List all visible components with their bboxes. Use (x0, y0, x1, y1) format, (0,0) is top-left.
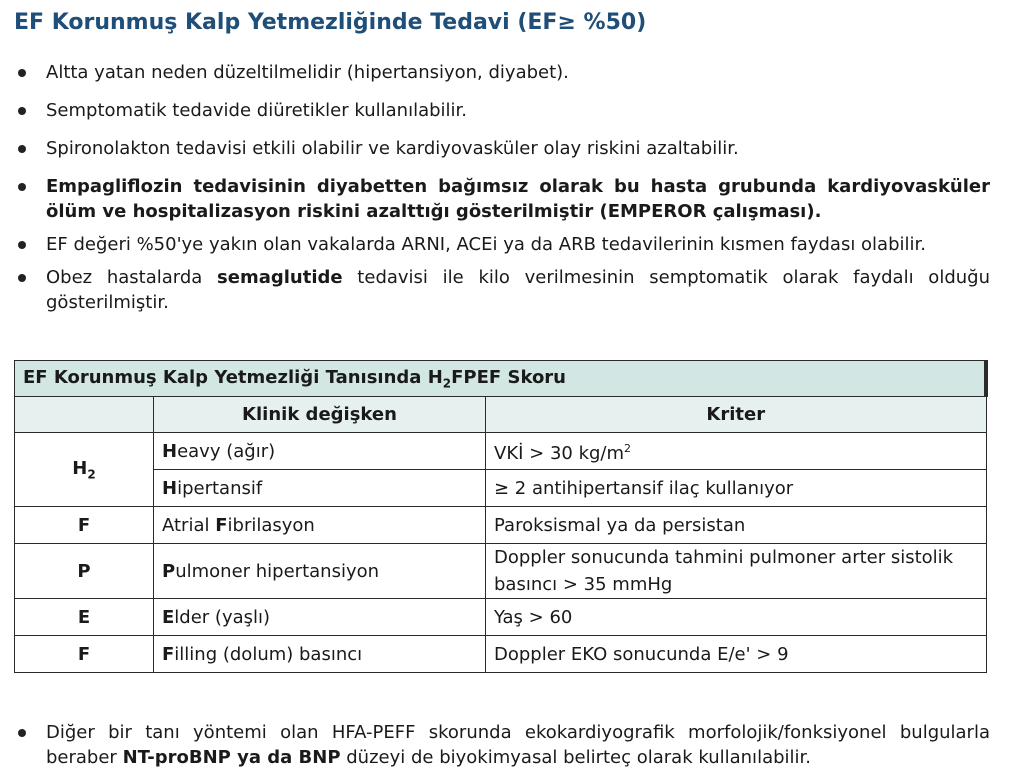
variable-cell: Heavy (ağır) (154, 433, 486, 470)
list-item (14, 60, 990, 85)
biomarker-name: NT-proBNP ya da BNP (122, 747, 341, 768)
table-caption-row (15, 361, 987, 397)
criteria-cell: Doppler EKO sonucunda E/e' > 9 (486, 636, 987, 673)
list-item (14, 265, 990, 315)
list-item (14, 720, 990, 770)
table-row (15, 544, 987, 599)
table-row (15, 507, 987, 544)
score-code-cell: F (15, 507, 154, 544)
bullet-text: Semptomatik tedavide diüretikler kullanılabilir. (46, 100, 468, 121)
table-header-row (15, 397, 987, 433)
bullet-text: düzeyi de biyokimyasal belirteç olarak kullanılabilir. (340, 747, 811, 768)
variable-cell: Filling (dolum) basıncı (154, 636, 486, 673)
criteria-cell: VKİ > 30 $kg/m^2$ (486, 433, 987, 470)
variable-cell: Atrial Fibrilasyon (154, 507, 486, 544)
bullet-text: Diğer bir tanı yöntemi olan HFA-PEFF skorunda ekokardiyografik morfolojik/fonksiyonel bulgularla beraber (46, 722, 990, 768)
bullet-text: EF değeri %50'ye yakın olan vakalarda ARNI, ACEi ya da ARB tedavilerinin kısmen faydası olabilir. (46, 234, 926, 255)
criteria-cell: Yaş > 60 (486, 599, 987, 636)
table-row (15, 636, 987, 673)
treatment-list (14, 60, 990, 328)
bullet-text: Spironolakton tedavisi etkili olabilir ve kardiyovasküler olay riskini azaltabilir. (46, 138, 739, 159)
page-title: EF Korunmuş Kalp Yetmezliğinde Tedavi (EF≥ %50) (14, 10, 647, 35)
table-row (15, 433, 987, 470)
score-code-cell: F (15, 636, 154, 673)
h2fpef-score-table-container (14, 360, 988, 673)
criteria-cell: Paroksismal ya da persistan (486, 507, 987, 544)
bullet-text: tedavisi ile kilo verilmesinin semptomatik olarak faydalı olduğu gösterilmiştir. (46, 267, 990, 313)
h2fpef-score-table (14, 360, 988, 673)
score-code-cell: P (15, 544, 154, 599)
table-caption: EF Korunmuş Kalp Yetmezliği Tanısında $H_2FPEF$ Skoru (15, 361, 987, 397)
criteria-cell: ≥ 2 antihipertansif ilaç kullanıyor (486, 470, 987, 507)
bullet-text: Altta yatan neden düzeltilmelidir (hipertansiyon, diyabet). (46, 62, 569, 83)
table-row (15, 599, 987, 636)
bullet-text-bold: Empagliflozin tedavisinin diyabetten bağımsız olarak bu hasta grubunda kardiyovasküler ölüm ve hospitalizasyon riskini azalttığı gösterilmiştir (EMPEROR çalışması). (46, 176, 990, 222)
header-cell-variable: Klinik değişken (154, 397, 486, 433)
diagnosis-note-list (14, 720, 990, 770)
table-row (15, 470, 987, 507)
score-code-cell: E (15, 599, 154, 636)
list-item (14, 136, 990, 161)
score-code-cell: $H_2$ (15, 433, 154, 507)
list-item (14, 232, 990, 257)
variable-cell: Hipertansif (154, 470, 486, 507)
list-item (14, 174, 990, 224)
header-cell-criteria: Kriter (486, 397, 987, 433)
drug-name: semaglutide (217, 267, 343, 288)
variable-cell: Elder (yaşlı) (154, 599, 486, 636)
list-item (14, 98, 990, 123)
header-cell-empty (15, 397, 154, 433)
variable-cell: Pulmoner hipertansiyon (154, 544, 486, 599)
criteria-cell: Doppler sonucunda tahmini pulmoner arter sistolik basıncı > 35 mmHg (486, 544, 987, 599)
bullet-text: Obez hastalarda (46, 267, 218, 288)
